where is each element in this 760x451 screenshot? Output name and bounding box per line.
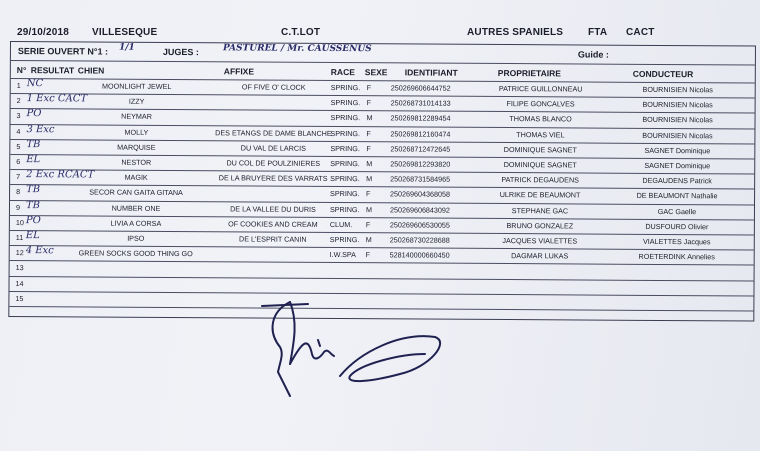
cell-sexe: M (366, 159, 373, 169)
cell-cond: SAGNET Dominique (644, 160, 711, 171)
cell-cond: BOURNISIEN Nicolas (642, 100, 713, 110)
cell-result: 1 Exc CACT (26, 93, 88, 105)
cell-sexe: M (365, 235, 372, 245)
results-table (8, 41, 756, 322)
cell-affixe: OF FIVE O' CLOCK (241, 82, 306, 92)
col-resultat: RESULTAT (30, 65, 75, 76)
cell-race: SPRING. (330, 189, 360, 199)
cell-cond: DE BEAUMONT Nathalie (636, 191, 718, 201)
cell-race: SPRING. (330, 128, 361, 138)
cell-chien: MOONLIGHT JEWEL (102, 81, 172, 91)
cell-sexe: M (365, 204, 373, 214)
cell-result: 2 Exc RCACT (26, 169, 95, 181)
cell-result: 4 Exc (25, 245, 54, 257)
cell-sexe: F (366, 98, 372, 108)
header-organizer: C.T.LOT (281, 27, 321, 38)
cell-num: 1 (16, 81, 21, 91)
cell-num: 12 (15, 248, 24, 258)
cell-num: 2 (16, 96, 21, 106)
cell-race: SPRING. (330, 143, 360, 153)
cell-id: 250268712472645 (390, 144, 451, 154)
cell-id: 250269606843092 (389, 204, 450, 215)
cell-chien: IPSO (127, 233, 145, 243)
cell-id: 250269606644752 (390, 83, 451, 93)
cell-id: 250268731584965 (390, 174, 451, 184)
cell-num: 10 (15, 217, 24, 227)
cell-race: SPRING. (330, 98, 361, 108)
cell-num: 3 (16, 111, 21, 121)
col-num: N° (16, 65, 27, 76)
cell-id: 250269812293820 (390, 159, 451, 169)
guide-label: Guide : (577, 49, 609, 60)
cell-affixe: DU COL DE POULZINIERES (226, 158, 321, 168)
cell-result: PO (26, 108, 42, 120)
cell-id: 250269606530055 (389, 220, 450, 230)
cell-chien: NESTOR (121, 157, 152, 167)
cell-race: SPRING. (330, 158, 360, 169)
col-sexe: SEXE (364, 67, 388, 78)
cell-race: SPRING. (330, 113, 361, 123)
col-chien: CHIEN (77, 65, 105, 76)
cell-race: SPRING. (329, 234, 360, 245)
cell-num: 11 (15, 233, 24, 243)
header-cact: CACT (626, 27, 655, 38)
cell-prop: JACQUES VIALETTES (502, 236, 578, 246)
header-location: VILLESEQUE (92, 27, 158, 38)
cell-sexe: F (365, 250, 371, 260)
cell-prop: PATRICE GUILLONNEAU (498, 83, 583, 94)
serie-label: SERIE OUVERT N°1 : (17, 46, 109, 57)
cell-race: SPRING. (329, 204, 360, 214)
cell-chien: IZZY (128, 96, 145, 107)
cell-cond: DUSFOURD Olivier (645, 221, 709, 232)
cell-num: 6 (16, 157, 21, 167)
cell-cond: SAGNET Dominique (644, 145, 711, 156)
cell-race: I.W.SPA (329, 250, 356, 260)
cell-cond: ROETERDINK Annelies (638, 252, 715, 262)
cell-num: 4 (16, 126, 21, 136)
cell-chien: LIVIA A CORSA (110, 218, 162, 228)
cell-num: 13 (15, 263, 24, 273)
cell-chien: MARQUISE (117, 142, 156, 152)
cell-cond: VIALETTES Jacques (643, 236, 711, 247)
cell-result: EL (26, 154, 41, 166)
cell-chien: NUMBER ONE (111, 203, 161, 213)
cell-id: 250269604368058 (390, 189, 451, 200)
header-group: AUTRES SPANIELS (467, 27, 564, 38)
cell-race: CLUM. (329, 219, 353, 229)
cell-chien: GREEN SOCKS GOOD THING GO (78, 248, 193, 259)
cell-prop: BRUNO GONZALEZ (506, 220, 574, 231)
cell-affixe: DE LA BRUYERE DES VARRATS (218, 173, 328, 184)
cell-sexe: F (366, 128, 371, 138)
col-race: RACE (330, 66, 355, 78)
cell-sexe: M (366, 174, 373, 184)
cell-affixe: OF COOKIES AND CREAM (228, 219, 318, 229)
cell-result: TB (26, 138, 41, 150)
cell-id: 250269812289454 (390, 113, 451, 124)
cell-sexe: F (366, 83, 372, 93)
cell-result: NC (26, 78, 44, 90)
cell-id: 250268731014133 (390, 98, 451, 108)
col-affixe: AFFIXE (223, 66, 255, 77)
cell-cond: DEGAUDENS Patrick (642, 176, 712, 186)
cell-prop: THOMAS VIEL (516, 129, 565, 139)
juges-value: PASTUREL / Mr. CAUSSENUS (222, 43, 372, 55)
cell-cond: BOURNISIEN Nicolas (642, 84, 713, 95)
cell-num: 7 (16, 172, 21, 182)
cell-num: 9 (15, 202, 21, 212)
cell-result: TB (25, 199, 41, 211)
cell-race: SPRING. (330, 174, 360, 184)
cell-prop: STEPHANE GAC (511, 205, 569, 216)
cell-chien: NEYMAR (121, 112, 152, 122)
cell-num: 14 (15, 278, 24, 288)
cell-prop: DOMINIQUE SAGNET (503, 160, 577, 170)
cell-affixe: DES ETANGS DE DAME BLANCHE (215, 127, 332, 138)
juges-label: JUGES : (162, 46, 199, 58)
cell-cond: BOURNISIEN Nicolas (642, 115, 713, 125)
cell-sexe: F (365, 219, 371, 230)
judge-signature-icon (250, 292, 450, 402)
cell-prop: PATRICK DEGAUDENS (501, 175, 579, 185)
cell-chien: MAGIK (124, 172, 148, 183)
header-date: 29/10/2018 (17, 27, 70, 38)
cell-cond: BOURNISIEN Nicolas (642, 130, 713, 140)
cell-num: 15 (15, 293, 24, 303)
cell-sexe: F (366, 143, 371, 154)
cell-affixe: DU VAL DE LARCIS (240, 143, 306, 153)
cell-prop: DOMINIQUE SAGNET (503, 144, 577, 155)
col-conducteur: CONDUCTEUR (632, 68, 694, 80)
cell-chien: SECOR CAN GAITA GITANA (89, 187, 183, 198)
cell-result: 3 Exc (26, 123, 55, 135)
serie-value: 1/1 (118, 42, 135, 53)
cell-prop: DAGMAR LUKAS (511, 251, 569, 261)
header-fta: FTA (588, 27, 608, 38)
cell-affixe: DE LA VALLEE DU DURIS (230, 203, 316, 214)
cell-id: 250268730228688 (389, 235, 450, 245)
cell-result: PO (25, 214, 41, 226)
cell-sexe: M (366, 113, 373, 123)
cell-prop: THOMAS BLANCO (509, 114, 572, 124)
cell-affixe: DE L'ESPRIT CANIN (238, 234, 307, 244)
cell-id: 250269812160474 (390, 128, 451, 139)
cell-result: TB (26, 184, 41, 196)
cell-sexe: F (366, 189, 371, 199)
cell-id: 528140000660450 (389, 250, 450, 260)
cell-chien: MOLLY (124, 127, 149, 137)
col-proprietaire: PROPRIETAIRE (497, 67, 561, 79)
col-identifiant: IDENTIFIANT (404, 67, 458, 78)
cell-prop: ULRIKE DE BEAUMONT (499, 190, 581, 200)
sheet-header (0, 25, 760, 41)
cell-result: EL (25, 230, 40, 242)
cell-prop: FILIPE GONCALVES (506, 99, 575, 109)
cell-race: SPRING. (330, 82, 361, 93)
cell-num: 5 (16, 141, 21, 151)
cell-num: 8 (16, 187, 21, 197)
cell-cond: GAC Gaelle (657, 206, 697, 216)
